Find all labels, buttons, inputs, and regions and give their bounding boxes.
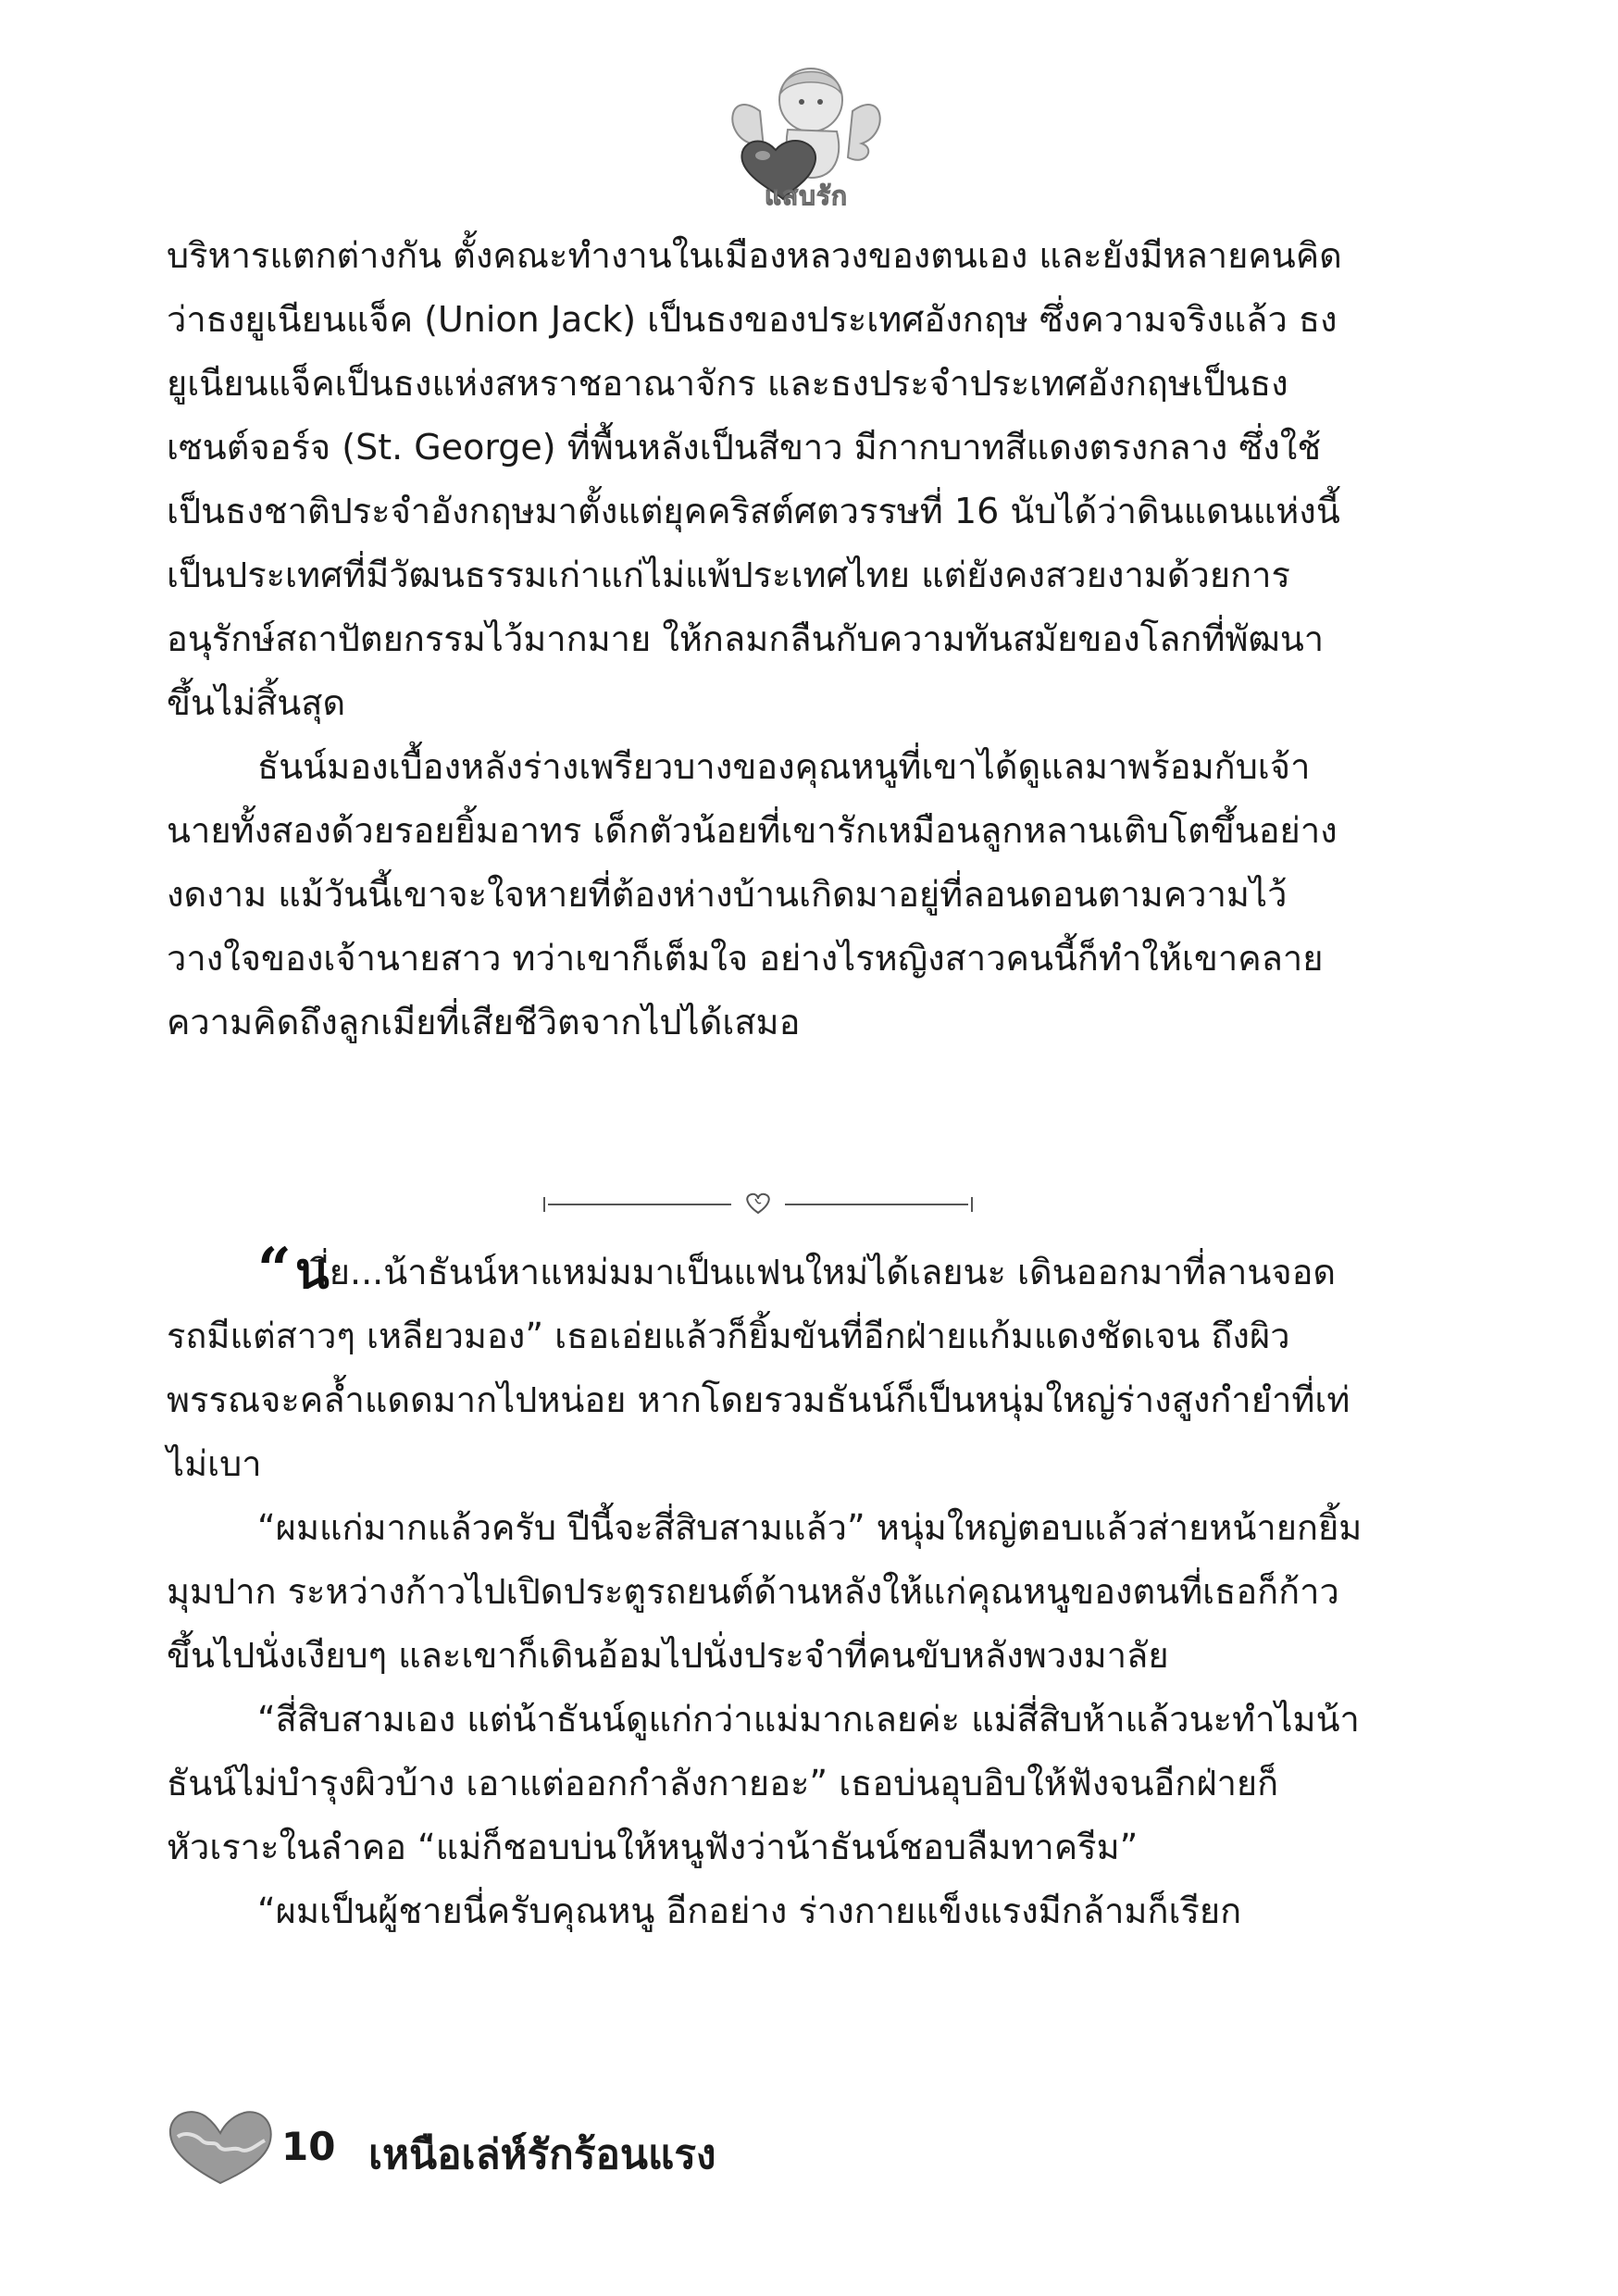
dialogue-paragraph: “ผมแก่มากแล้วครับ ปีนี้จะสี่สิบสามแล้ว” หนุ่มใหญ่ตอบแล้วส่ายหน้ายกยิ้มมุมปาก ระหว่างก้าวไปเปิดประตูรถยนต์ด้านหลังให้แก่คุณหนูของตนที่เธอก็ก้าวขึ้นไปนั่งเงียบๆ และเขาก็เดินอ้อมไปนั่งประจำที่คนขับหลังพวงมาลัย [167, 1507, 1363, 1676]
publisher-logo [672, 46, 940, 222]
paragraph: ธันน์มองเบื้องหลังร่างเพรียวบางของคุณหนูที่เขาได้ดูแลมาพร้อมกับเจ้านายทั้งสองด้วยรอยยิ้มอาทร เด็กตัวน้อยที่เขารักเหมือนลูกหลานเติบโตขึ้นอย่างงดงาม แม้วันนี้เขาจะใจหายที่ต้องห่างบ้านเกิดมาอยู่ที่ลอนดอนตามความไว้วางใจของเจ้านายสาว ทว่าเขาก็เต็มใจ อย่างไรหญิงสาวคนนี้ก็ทำให้เขาคลายความคิดถึงลูกเมียที่เสียชีวิตจากไปได้เสมอ [167, 746, 1338, 1042]
dialogue-paragraph: “ผมเป็นผู้ชายนี่ครับคุณหนู อีกอย่าง ร่างกายแข็งแรงมีกล้ามก็เรียก [257, 1890, 1242, 1931]
quote-paragraph [167, 1235, 1366, 1496]
book-title: เหนือเล่ห์รักร้อนแรง [368, 2131, 716, 2178]
heart-icon [165, 2103, 276, 2189]
drop-cap: น [294, 1242, 330, 1300]
page-footer [165, 2103, 998, 2196]
page-number: 10 [281, 2124, 336, 2169]
opening-quote-mark: “ [257, 1235, 292, 1304]
paragraph: บริหารแตกต่างกัน ตั้งคณะทำงานในเมืองหลวงของตนเอง และยังมีหลายคนคิดว่าธงยูเนียนแจ็ค (Union Jack) เป็นธงของประเทศอังกฤษ ซึ่งความจริงแล้ว ธงยูเนียนแจ็คเป็นธงแห่งสหราชอาณาจักร และธงประจำประเทศอังกฤษเป็นธงเซนต์จอร์จ (St. George) ที่พื้นหลังเป็นสีขาว มีกากบาทสีแดงตรงกลาง ซึ่งใช้เป็นธงชาติประจำอังกฤษมาตั้งแต่ยุคคริสต์ศตวรรษที่ 16 นับได้ว่าดินแดนแห่งนี้เป็นประเทศที่มีวัฒนธรรมเก่าแก่ไม่แพ้ประเทศไทย แต่ยังคงสวยงามด้วยการอนุรักษ์สถาปัตยกรรมไว้มากมาย ให้กลมกลืนกับความทันสมัยของโลกที่พัฒนาขึ้นไม่สิ้นสุด [167, 235, 1342, 723]
quote-text: ี่ย...น้าธันน์หาแหม่มมาเป็นแฟนใหม่ได้เลยนะ เดินออกมาที่ลานจอดรถมีแต่สาวๆ เหลียวมอง” เธอเอ่ยแล้วก็ยิ้มขันที่อีกฝ่ายแก้มแดงชัดเจน ถึงผิวพรรณจะคล้ำแดดมากไปหน่อย หากโดยรวมธันน์ก็เป็นหนุ่มใหญ่ร่างสูงกำยำที่เท่ไม่เบา [167, 1252, 1350, 1484]
dialogue-paragraph: “สี่สิบสามเอง แต่น้าธันน์ดูแก่กว่าแม่มากเลยค่ะ แม่สี่สิบห้าแล้วนะทำไมน้าธันน์ไม่บำรุงผิวบ้าง เอาแต่ออกกำลังกายอะ” เธอบ่นอุบอิบให้ฟังจนอีกฝ่ายก็หัวเราะในลำคอ “แม่ก็ชอบบ่นให้หนูฟังว่าน้าธันน์ชอบลืมทาครีม” [167, 1699, 1360, 1867]
dialogue-section [167, 1235, 1366, 1943]
scene-divider [537, 1188, 979, 1221]
logo-text: แสบรัก [765, 181, 848, 211]
heart-divider-icon [537, 1188, 979, 1221]
body-text [167, 224, 1366, 1054]
